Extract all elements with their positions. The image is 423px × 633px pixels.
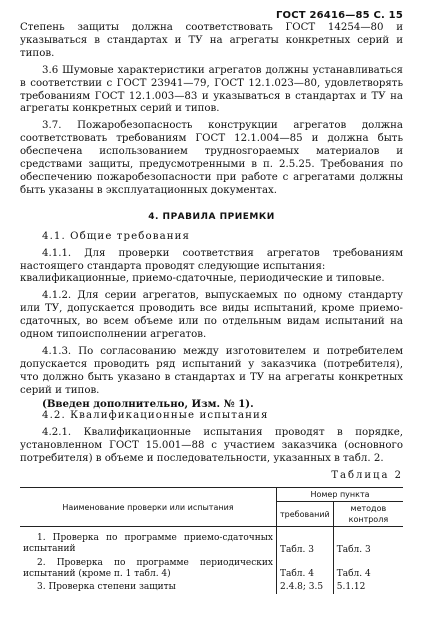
row-methods: 5.1.12 <box>336 582 366 592</box>
table-row <box>20 581 403 594</box>
paragraph-4-1-2: 4.1.2. Для серии агрегатов, выпускаемых по одному стандарту или ТУ, допускается проводить все виды испытаний, кроме приемо-сдаточных, во всем объеме или по отдельным видам испытаний на одном типоисполнении агрегатов. <box>20 290 403 341</box>
col-header-methods: методов контроля <box>348 504 389 524</box>
paragraph-protection-degree: Степень защиты должна соответствовать ГОСТ 14254—80 и указываться в стандартах и ТУ на агрегаты конкретных серий и типов. <box>20 22 403 59</box>
paragraph-3-7: 3.7. Пожаробезопасность конструкции агрегатов должна соответствовать требованиям ГОСТ 12.1.004—85 и должна быть обеспечена использованием труднosгораемых материалов и средствами защиты, предусмотренными в п. 2.5.25. Требования по обеспечению пожаробезопасности при работе с агрегатами должны быть указаны в эксплуатационных документах. <box>20 120 403 196</box>
document-body <box>20 22 403 594</box>
col-header-requirements: требований <box>277 502 334 527</box>
table-row <box>20 557 403 581</box>
subsection-4-1: 4.1. Общие требования <box>42 230 191 242</box>
table-row <box>20 527 403 558</box>
paragraph-4-1-1: 4.1.1. Для проверки соответствия агрегатов требованиям настоящего стандарта проводят следующие испытания: <box>20 247 403 272</box>
paragraph-3-6: 3.6 Шумовые характеристики агрегатов должны устанавливаться в соответствии с ГОСТ 23941—79, ГОСТ 12.1.023—80, удовлетворять требованиям ГОСТ 12.1.003—83 и указываться в стандартах и ТУ на агрегаты конкретных серий и типов. <box>20 64 403 115</box>
row-requirements: 2.4.8; 3.5 <box>277 581 334 594</box>
subsection-4-2: 4.2. Квалификационные испытания <box>42 410 269 422</box>
table-caption: Таблица 2 <box>331 470 403 482</box>
page-header: ГОСТ 26416—85 С. 15 <box>275 10 403 21</box>
row-methods: Табл. 4 <box>336 569 371 579</box>
amendment-note: (Введен дополнительно, Изм. № 1). <box>42 397 254 410</box>
paragraph-4-1-3: 4.1.3. По согласованию между изготовителем и потребителем допускается проводить ряд испытаний у заказчика (потребителя), что должно быть указано в стандартах и ТУ на агрегаты конкретных серий и типов. <box>20 345 403 396</box>
col-header-name: Наименование проверки или испытания <box>20 488 277 527</box>
paragraph-4-2-1: 4.2.1. Квалификационные испытания проводят в порядке, установленном ГОСТ 15.001—88 с участием заказчика (основного потребителя) в объеме и последовательности, указанных в табл. 2. <box>20 427 403 465</box>
col-header-group: Номер пункта <box>277 488 404 502</box>
paragraph-4-1-1-list: квалификационные, приемо-сдаточные, периодические и типовые. <box>20 273 385 285</box>
table-2 <box>20 487 403 594</box>
row-name: 2. Проверка по программе периодических испытаний (кроме п. 1 табл. 4) <box>20 557 277 581</box>
row-requirements: Табл. 4 <box>277 557 334 581</box>
row-name: 3. Проверка степени защиты <box>20 581 277 594</box>
section-title: 4. ПРАВИЛА ПРИЕМКИ <box>148 211 275 222</box>
row-methods: Табл. 3 <box>336 545 371 555</box>
row-name: 1. Проверка по программе приемо-сдаточных испытаний <box>20 527 277 558</box>
row-requirements: Табл. 3 <box>277 527 334 558</box>
